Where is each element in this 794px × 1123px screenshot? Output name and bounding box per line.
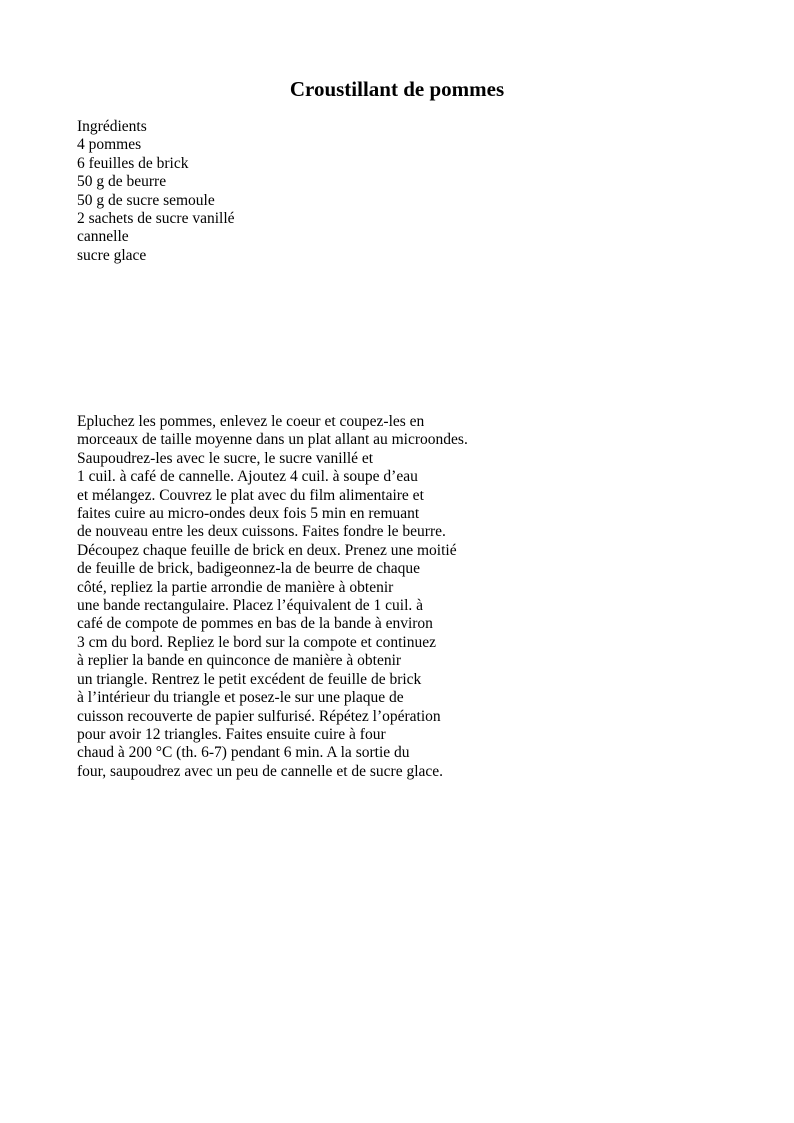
instruction-line: et mélangez. Couvrez le plat avec du film alimentaire et (77, 486, 424, 504)
instruction-line: côté, repliez la partie arrondie de manière à obtenir (77, 578, 394, 596)
recipe-title: Croustillant de pommes (289, 77, 505, 101)
instruction-line: de feuille de brick, badigeonnez-la de beurre de chaque (77, 560, 420, 578)
instruction-line: Saupoudrez-les avec le sucre, le sucre vanillé et (77, 449, 374, 467)
instruction-line: 1 cuil. à café de cannelle. Ajoutez 4 cuil. à soupe d’eau (77, 468, 418, 486)
instruction-line: morceaux de taille moyenne dans un plat allant au microondes. (77, 431, 468, 449)
instruction-line: chaud à 200 °C (th. 6-7) pendant 6 min. A la sortie du (77, 744, 410, 762)
instruction-line: à replier la bande en quinconce de manière à obtenir (77, 652, 402, 670)
instruction-line: 3 cm du bord. Repliez le bord sur la compote et continuez (77, 633, 436, 651)
ingredient-item: 6 feuilles de brick (77, 154, 189, 172)
instruction-line: café de compote de pommes en bas de la bande à environ (77, 615, 433, 633)
ingredient-item: sucre glace (77, 246, 147, 264)
instruction-line: cuisson recouverte de papier sulfurisé. Répétez l’opération (77, 707, 441, 725)
instruction-line: Epluchez les pommes, enlevez le coeur et coupez-les en (77, 413, 425, 430)
instruction-line: four, saupoudrez avec un peu de cannelle et de sucre glace. (77, 762, 444, 780)
instruction-line: un triangle. Rentrez le petit excédent de feuille de brick (77, 670, 422, 688)
ingredient-item: cannelle (77, 228, 129, 246)
instruction-line: pour avoir 12 triangles. Faites ensuite cuire à four (77, 725, 386, 743)
ingredient-item: 50 g de sucre semoule (77, 191, 215, 209)
ingredient-item: 2 sachets de sucre vanillé (77, 210, 235, 228)
instruction-line: Découpez chaque feuille de brick en deux. Prenez une moitié (77, 541, 457, 559)
ingredient-item: 4 pommes (77, 136, 142, 154)
instruction-line: faites cuire au micro-ondes deux fois 5 min en remuant (77, 505, 420, 523)
instruction-line: à l’intérieur du triangle et posez-le sur une plaque de (77, 689, 404, 707)
instruction-line: une bande rectangulaire. Placez l’équivalent de 1 cuil. à (77, 597, 424, 615)
ingredients-heading: Ingrédients (77, 118, 147, 135)
instruction-line: de nouveau entre les deux cuissons. Faites fondre le beurre. (77, 523, 446, 541)
instructions-paragraph (77, 413, 468, 781)
ingredient-item: 50 g de beurre (77, 173, 167, 191)
ingredients-list (77, 118, 235, 265)
